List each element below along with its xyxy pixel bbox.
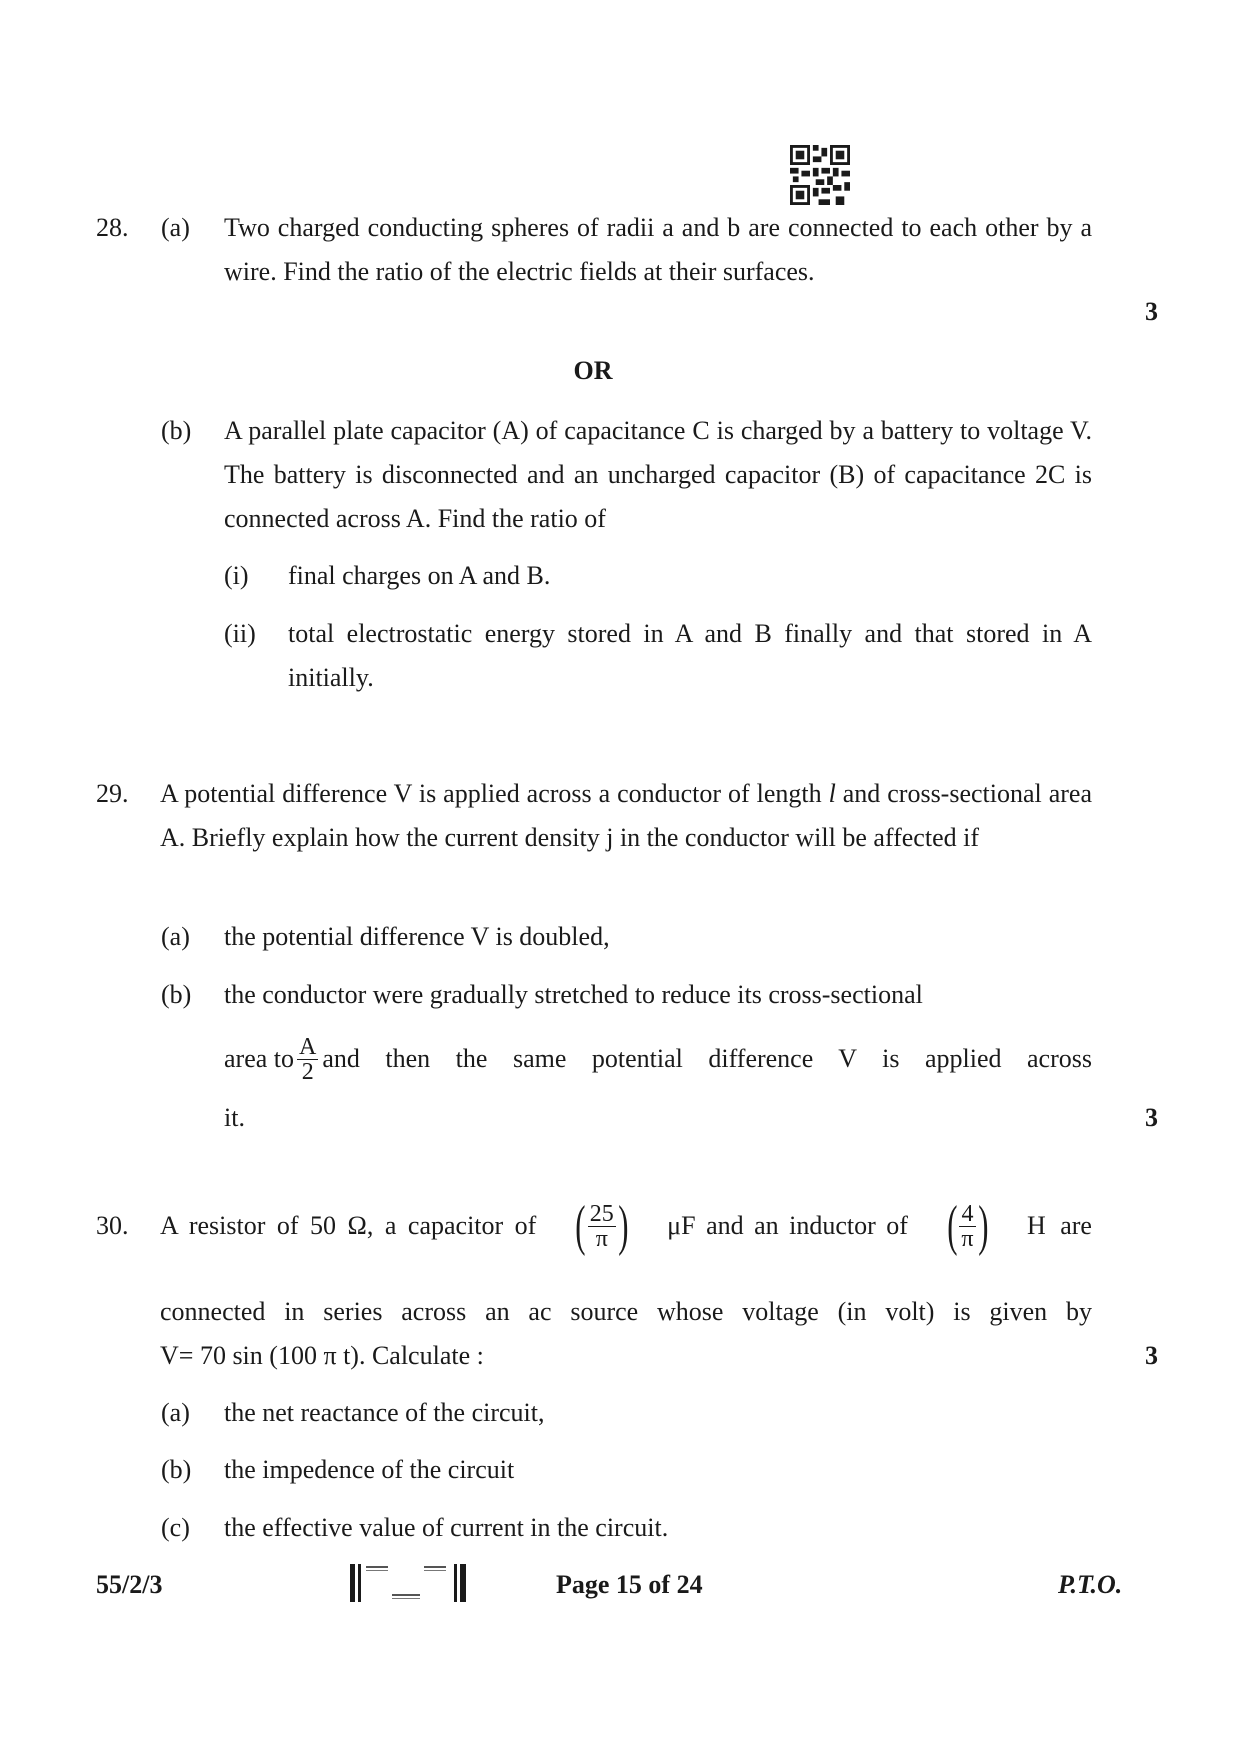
inductance-numerator: 4 [959, 1202, 975, 1227]
right-paren: ) [617, 1195, 629, 1257]
or-divider: OR [573, 356, 613, 385]
q30-line3: V= 70 sin (100 π t). Calculate : [160, 1341, 484, 1370]
q29-part-a-label: (a) [161, 922, 190, 951]
q30-text-part3: H are [1026, 1211, 1092, 1240]
q29-text-part2: and cross-sectional area A. Briefly explain how the current density j in the conductor will be affected if [160, 779, 1092, 852]
inductance-fraction [959, 1202, 975, 1251]
q29-part-b-line2-rest: and then the same potential difference V is applied across [322, 1044, 1092, 1073]
fraction-numerator: A [299, 1033, 317, 1060]
q30-line1 [160, 1194, 1092, 1258]
q29-part-b-line2 [224, 1024, 1092, 1094]
q30-part-a-label: (a) [161, 1398, 190, 1427]
question-number-29: 29. [96, 779, 129, 808]
q29-part-b-label: (b) [161, 980, 192, 1009]
q29-part-a-text: the potential difference V is doubled, [224, 922, 610, 951]
paper-code: 55/2/3 [96, 1570, 163, 1599]
q29-text-part1: A potential difference V is applied across a conductor of length [160, 779, 829, 808]
q30-part-a-text: the net reactance of the circuit, [224, 1398, 545, 1427]
capacitance-fraction [588, 1202, 616, 1251]
inductance-expression [946, 1195, 988, 1257]
q30-text-part2: μF and an inductor of [667, 1211, 908, 1240]
qr-code [790, 145, 850, 205]
q29-part-b-line1: the conductor were gradually stretched to reduce its cross-sectional [224, 980, 923, 1009]
capacitance-numerator: 25 [589, 1200, 614, 1227]
page-number: Page 15 of 24 [556, 1570, 703, 1599]
q30-marks: 3 [1145, 1341, 1158, 1370]
fraction-denominator: 2 [301, 1058, 314, 1085]
q28-marks: 3 [1145, 297, 1158, 326]
q28-part-b-text: A parallel plate capacitor (A) of capacitance C is charged by a battery to voltage V. The battery is disconnected and an uncharged capacitor (B) of capacitance 2C is connected across A. Find the ratio of [224, 416, 1092, 533]
q28-part-a-label: (a) [161, 213, 190, 242]
q29-marks: 3 [1145, 1103, 1158, 1132]
left-paren: ( [946, 1195, 958, 1257]
right-paren: ) [977, 1195, 988, 1257]
question-number-28: 28. [96, 213, 129, 242]
question-number-30: 30. [96, 1211, 129, 1240]
q30-part-b-label: (b) [161, 1455, 192, 1484]
q29-text [160, 772, 1092, 860]
q30-part-c-label: (c) [161, 1513, 190, 1542]
q28-part-a-text: Two charged conducting spheres of radii a and b are connected to each other by a wire. Find the ratio of the electric fields at their surfaces. [224, 213, 1092, 286]
area-to-text: area to [224, 1044, 295, 1073]
q30-line2: connected in series across an ac source whose voltage (in volt) is given by [160, 1297, 1092, 1326]
left-paren: ( [575, 1195, 586, 1257]
barcode [350, 1562, 468, 1604]
q28-part-b-i-label: (i) [224, 561, 249, 590]
a-over-2-fraction [297, 1035, 318, 1084]
capacitance-expression [575, 1195, 629, 1257]
q28-part-b-i-text: final charges on A and B. [288, 561, 551, 590]
please-turn-over: P.T.O. [1058, 1570, 1123, 1599]
length-symbol: l [828, 779, 836, 808]
q30-part-c-text: the effective value of current in the circuit. [224, 1513, 669, 1542]
q28-part-b-ii-text: total electrostatic energy stored in A and B finally and that stored in A initially. [288, 619, 1092, 692]
q28-part-b-label: (b) [161, 416, 192, 445]
capacitance-denominator: π [595, 1225, 608, 1252]
q30-part-b-text: the impedence of the circuit [224, 1455, 515, 1484]
inductance-denominator: π [961, 1225, 974, 1252]
q30-text-part1: A resistor of 50 Ω, a capacitor of [160, 1211, 537, 1240]
q28-part-b-ii-label: (ii) [224, 619, 256, 648]
q29-part-b-line3: it. [224, 1103, 245, 1132]
